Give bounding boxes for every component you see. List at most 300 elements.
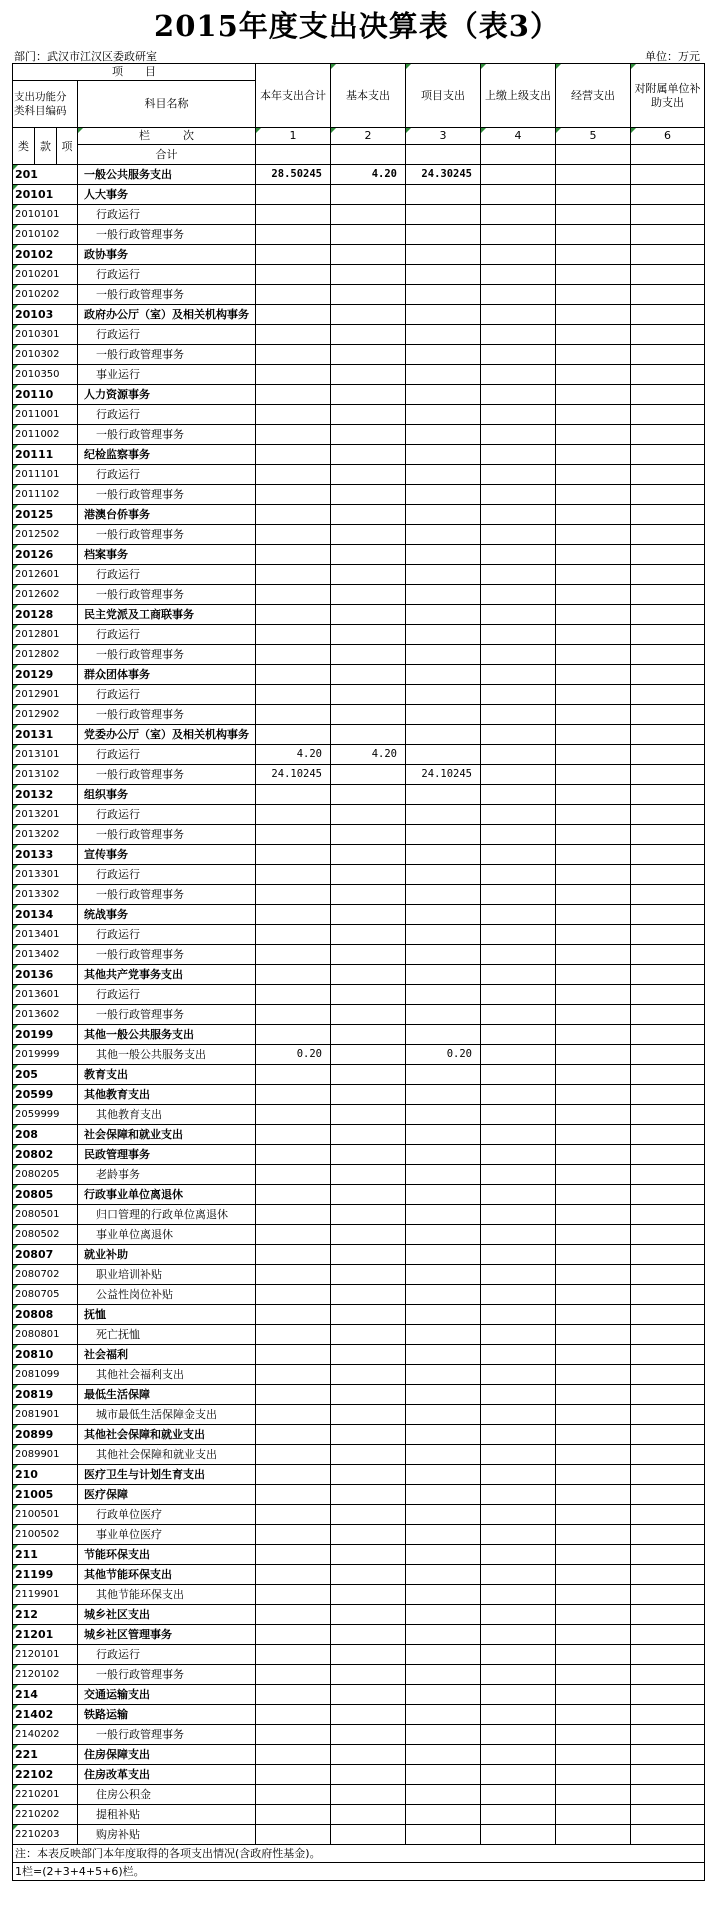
row-value-v6 xyxy=(631,1725,705,1745)
row-value-v5 xyxy=(556,325,631,345)
row-value-v3 xyxy=(406,1165,481,1185)
row-value-v6 xyxy=(631,1345,705,1365)
row-code: 20101 xyxy=(13,185,78,205)
row-value-v2 xyxy=(331,1045,406,1065)
xiang-header: 项 xyxy=(57,128,78,165)
table-row xyxy=(13,185,705,205)
row-value-v1 xyxy=(256,1505,331,1525)
row-name: 最低生活保障 xyxy=(78,1385,256,1405)
row-value-v2 xyxy=(331,265,406,285)
row-code: 20899 xyxy=(13,1425,78,1445)
row-value-v6 xyxy=(631,1085,705,1105)
row-value-v3 xyxy=(406,1185,481,1205)
row-value-v2 xyxy=(331,1265,406,1285)
row-name: 群众团体事务 xyxy=(78,665,256,685)
row-value-v6 xyxy=(631,1105,705,1125)
row-value-v4 xyxy=(481,205,556,225)
row-code: 20125 xyxy=(13,505,78,525)
table-row xyxy=(13,1545,705,1565)
row-value-v4 xyxy=(481,1785,556,1805)
lei-header: 类 xyxy=(13,128,35,165)
row-value-v3 xyxy=(406,1505,481,1525)
row-code: 20808 xyxy=(13,1305,78,1325)
table-row xyxy=(13,1265,705,1285)
col-basic-header: 基本支出 xyxy=(331,64,406,128)
row-value-v3 xyxy=(406,905,481,925)
row-code: 2059999 xyxy=(13,1105,78,1125)
row-value-v1 xyxy=(256,825,331,845)
row-value-v4 xyxy=(481,745,556,765)
table-row xyxy=(13,885,705,905)
row-name: 行政运行 xyxy=(78,865,256,885)
row-code: 2080801 xyxy=(13,1325,78,1345)
row-value-v3 xyxy=(406,1345,481,1365)
row-value-v3 xyxy=(406,1265,481,1285)
row-value-v2 xyxy=(331,345,406,365)
row-name: 公益性岗位补贴 xyxy=(78,1285,256,1305)
row-value-v5 xyxy=(556,1605,631,1625)
row-value-v2 xyxy=(331,545,406,565)
table-row xyxy=(13,1205,705,1225)
row-code: 2080502 xyxy=(13,1225,78,1245)
row-code: 2012801 xyxy=(13,625,78,645)
table-row xyxy=(13,1225,705,1245)
row-code: 20136 xyxy=(13,965,78,985)
row-value-v5 xyxy=(556,1205,631,1225)
row-value-v5 xyxy=(556,345,631,365)
row-code: 2012901 xyxy=(13,685,78,705)
total-cell xyxy=(631,145,705,165)
row-name: 行政事业单位离退休 xyxy=(78,1185,256,1205)
row-name: 其他教育支出 xyxy=(78,1105,256,1125)
row-value-v6 xyxy=(631,245,705,265)
row-value-v3 xyxy=(406,565,481,585)
table-row xyxy=(13,625,705,645)
row-value-v3 xyxy=(406,585,481,605)
note-row xyxy=(13,1863,705,1881)
row-name: 医疗卫生与计划生育支出 xyxy=(78,1465,256,1485)
row-value-v1 xyxy=(256,985,331,1005)
row-name: 其他一般公共服务支出 xyxy=(78,1025,256,1045)
table-row xyxy=(13,645,705,665)
row-value-v2 xyxy=(331,245,406,265)
row-name: 党委办公厅（室）及相关机构事务 xyxy=(78,725,256,745)
row-name: 行政运行 xyxy=(78,685,256,705)
row-value-v6 xyxy=(631,1785,705,1805)
table-row xyxy=(13,825,705,845)
page-title: 2015年度支出决算表（表3） xyxy=(154,9,560,43)
col-upper-header: 上缴上级支出 xyxy=(481,64,556,128)
row-value-v6 xyxy=(631,1325,705,1345)
row-value-v6 xyxy=(631,1025,705,1045)
table-row xyxy=(13,665,705,685)
row-value-v5 xyxy=(556,465,631,485)
row-name: 民政管理事务 xyxy=(78,1145,256,1165)
row-value-v1 xyxy=(256,1285,331,1305)
row-value-v2 xyxy=(331,1525,406,1545)
row-value-v5 xyxy=(556,1465,631,1485)
table-row xyxy=(13,1745,705,1765)
table-row xyxy=(13,165,705,185)
row-value-v2 xyxy=(331,805,406,825)
row-value-v3 xyxy=(406,825,481,845)
row-value-v6 xyxy=(631,765,705,785)
row-value-v4 xyxy=(481,605,556,625)
row-value-v6 xyxy=(631,1705,705,1725)
row-name: 一般行政管理事务 xyxy=(78,945,256,965)
row-value-v3 xyxy=(406,1465,481,1485)
row-value-v3 xyxy=(406,405,481,425)
row-name: 事业单位离退休 xyxy=(78,1225,256,1245)
row-value-v2 xyxy=(331,1245,406,1265)
row-value-v2 xyxy=(331,1765,406,1785)
table-row xyxy=(13,1565,705,1585)
row-value-v1 xyxy=(256,685,331,705)
row-value-v4 xyxy=(481,1645,556,1665)
total-cell xyxy=(556,145,631,165)
row-value-v6 xyxy=(631,1205,705,1225)
row-value-v3 xyxy=(406,1325,481,1345)
row-value-v5 xyxy=(556,845,631,865)
row-value-v4 xyxy=(481,705,556,725)
row-code: 2010202 xyxy=(13,285,78,305)
row-value-v6 xyxy=(631,1145,705,1165)
row-value-v2 xyxy=(331,1485,406,1505)
row-value-v4 xyxy=(481,505,556,525)
row-name: 其他教育支出 xyxy=(78,1085,256,1105)
row-code: 20134 xyxy=(13,905,78,925)
row-code: 2081901 xyxy=(13,1405,78,1425)
row-code: 2081099 xyxy=(13,1365,78,1385)
row-value-v5 xyxy=(556,1445,631,1465)
row-value-v4 xyxy=(481,1605,556,1625)
row-value-v6 xyxy=(631,1505,705,1525)
row-code: 2013201 xyxy=(13,805,78,825)
row-value-v6 xyxy=(631,1385,705,1405)
row-value-v2 xyxy=(331,905,406,925)
row-value-v4 xyxy=(481,385,556,405)
row-value-v2 xyxy=(331,585,406,605)
row-value-v5 xyxy=(556,1565,631,1585)
table-row xyxy=(13,605,705,625)
row-value-v3 xyxy=(406,465,481,485)
row-value-v1 xyxy=(256,805,331,825)
row-name: 节能环保支出 xyxy=(78,1545,256,1565)
row-code: 2010101 xyxy=(13,205,78,225)
row-value-v1 xyxy=(256,1145,331,1165)
row-value-v5 xyxy=(556,565,631,585)
row-value-v4 xyxy=(481,945,556,965)
table-row xyxy=(13,1185,705,1205)
row-value-v6 xyxy=(631,1825,705,1845)
row-value-v2 xyxy=(331,1405,406,1425)
row-value-v5 xyxy=(556,385,631,405)
row-value-v4 xyxy=(481,1685,556,1705)
row-name: 行政运行 xyxy=(78,745,256,765)
row-name: 就业补助 xyxy=(78,1245,256,1265)
row-value-v6 xyxy=(631,425,705,445)
row-value-v2 xyxy=(331,1205,406,1225)
row-code: 212 xyxy=(13,1605,78,1625)
row-name: 组织事务 xyxy=(78,785,256,805)
row-value-v6 xyxy=(631,1525,705,1545)
row-value-v6 xyxy=(631,1245,705,1265)
row-value-v4 xyxy=(481,1205,556,1225)
row-value-v3 xyxy=(406,245,481,265)
row-value-v5 xyxy=(556,1305,631,1325)
row-value-v1 xyxy=(256,285,331,305)
note-row xyxy=(13,1845,705,1863)
row-value-v4 xyxy=(481,1665,556,1685)
row-value-v4 xyxy=(481,725,556,745)
expenditure-table xyxy=(12,63,705,1881)
row-value-v3 xyxy=(406,1225,481,1245)
table-row xyxy=(13,705,705,725)
row-value-v1 xyxy=(256,205,331,225)
row-value-v6 xyxy=(631,1225,705,1245)
row-code: 2080205 xyxy=(13,1165,78,1185)
row-name: 其他节能环保支出 xyxy=(78,1565,256,1585)
row-value-v4 xyxy=(481,785,556,805)
row-value-v6 xyxy=(631,1565,705,1585)
row-value-v1 xyxy=(256,1525,331,1545)
table-row xyxy=(13,1125,705,1145)
row-value-v1 xyxy=(256,425,331,445)
row-value-v6 xyxy=(631,1445,705,1465)
row-name: 职业培训补贴 xyxy=(78,1265,256,1285)
row-value-v3 xyxy=(406,305,481,325)
row-value-v4 xyxy=(481,585,556,605)
row-code: 2010302 xyxy=(13,345,78,365)
row-value-v6 xyxy=(631,1545,705,1565)
row-value-v1 xyxy=(256,1685,331,1705)
row-name: 行政运行 xyxy=(78,205,256,225)
row-value-v5 xyxy=(556,1185,631,1205)
col-total-header: 本年支出合计 xyxy=(256,64,331,128)
row-value-v6 xyxy=(631,725,705,745)
row-code: 210 xyxy=(13,1465,78,1485)
row-value-v4 xyxy=(481,625,556,645)
row-value-v6 xyxy=(631,365,705,385)
row-value-v6 xyxy=(631,985,705,1005)
row-code: 2013402 xyxy=(13,945,78,965)
row-value-v3 xyxy=(406,385,481,405)
row-value-v4 xyxy=(481,1165,556,1185)
row-value-v3 xyxy=(406,1825,481,1845)
row-value-v5 xyxy=(556,1385,631,1405)
row-value-v2 xyxy=(331,665,406,685)
table-row xyxy=(13,1505,705,1525)
row-code: 2011101 xyxy=(13,465,78,485)
row-value-v1 xyxy=(256,1605,331,1625)
row-code: 20132 xyxy=(13,785,78,805)
row-value-v5 xyxy=(556,825,631,845)
row-value-v1: 24.10245 xyxy=(256,765,331,785)
row-name: 港澳台侨事务 xyxy=(78,505,256,525)
row-value-v4 xyxy=(481,1225,556,1245)
row-value-v1 xyxy=(256,1645,331,1665)
table-row xyxy=(13,545,705,565)
row-name: 一般行政管理事务 xyxy=(78,1665,256,1685)
row-value-v6 xyxy=(631,1605,705,1625)
row-code: 2010350 xyxy=(13,365,78,385)
row-value-v1 xyxy=(256,505,331,525)
table-row xyxy=(13,1585,705,1605)
row-value-v1 xyxy=(256,545,331,565)
col-operating-header: 经营支出 xyxy=(556,64,631,128)
row-name: 铁路运输 xyxy=(78,1705,256,1725)
row-value-v5 xyxy=(556,1505,631,1525)
row-code: 2010102 xyxy=(13,225,78,245)
row-value-v2 xyxy=(331,1025,406,1045)
row-name: 人大事务 xyxy=(78,185,256,205)
row-value-v5 xyxy=(556,1585,631,1605)
row-value-v2 xyxy=(331,1745,406,1765)
row-value-v3 xyxy=(406,1245,481,1265)
row-value-v6 xyxy=(631,225,705,245)
row-value-v2 xyxy=(331,865,406,885)
row-value-v6 xyxy=(631,705,705,725)
row-value-v2 xyxy=(331,1305,406,1325)
row-name: 一般行政管理事务 xyxy=(78,345,256,365)
row-value-v1 xyxy=(256,1585,331,1605)
row-code: 2013101 xyxy=(13,745,78,765)
row-value-v6 xyxy=(631,1065,705,1085)
row-name: 行政运行 xyxy=(78,925,256,945)
row-name: 一般行政管理事务 xyxy=(78,765,256,785)
row-value-v5 xyxy=(556,1105,631,1125)
row-value-v3 xyxy=(406,325,481,345)
table-row xyxy=(13,1785,705,1805)
row-value-v3 xyxy=(406,1145,481,1165)
row-value-v1 xyxy=(256,565,331,585)
header-row-columns xyxy=(13,128,705,145)
table-row xyxy=(13,1085,705,1105)
row-value-v3 xyxy=(406,485,481,505)
row-value-v5 xyxy=(556,1265,631,1285)
kuan-header: 款 xyxy=(35,128,57,165)
row-value-v6 xyxy=(631,625,705,645)
row-value-v3 xyxy=(406,345,481,365)
row-name: 一般行政管理事务 xyxy=(78,705,256,725)
row-value-v5 xyxy=(556,1045,631,1065)
row-value-v2 xyxy=(331,465,406,485)
row-value-v3 xyxy=(406,665,481,685)
row-value-v1 xyxy=(256,1725,331,1745)
row-name: 社会保障和就业支出 xyxy=(78,1125,256,1145)
row-code: 2010301 xyxy=(13,325,78,345)
table-row xyxy=(13,1065,705,1085)
row-code: 22102 xyxy=(13,1765,78,1785)
table-row xyxy=(13,345,705,365)
row-value-v6 xyxy=(631,1265,705,1285)
row-value-v4 xyxy=(481,1525,556,1545)
row-value-v1 xyxy=(256,1085,331,1105)
col-project-header: 项目支出 xyxy=(406,64,481,128)
row-value-v4 xyxy=(481,645,556,665)
row-name: 一般行政管理事务 xyxy=(78,585,256,605)
table-row xyxy=(13,1485,705,1505)
row-value-v4 xyxy=(481,405,556,425)
row-value-v4 xyxy=(481,985,556,1005)
row-value-v3 xyxy=(406,1685,481,1705)
table-row xyxy=(13,1365,705,1385)
row-name: 购房补贴 xyxy=(78,1825,256,1845)
row-code: 201 xyxy=(13,165,78,185)
row-code: 2210202 xyxy=(13,1805,78,1825)
row-value-v3 xyxy=(406,1705,481,1725)
row-code: 20819 xyxy=(13,1385,78,1405)
row-value-v5 xyxy=(556,885,631,905)
col-num-1: 1 xyxy=(256,128,331,145)
row-code: 214 xyxy=(13,1685,78,1705)
row-value-v3 xyxy=(406,1565,481,1585)
row-value-v3 xyxy=(406,1585,481,1605)
col-num-3: 3 xyxy=(406,128,481,145)
row-value-v2 xyxy=(331,1385,406,1405)
table-row xyxy=(13,265,705,285)
table-row xyxy=(13,1405,705,1425)
row-value-v3 xyxy=(406,925,481,945)
row-name: 行政运行 xyxy=(78,805,256,825)
row-value-v4 xyxy=(481,1325,556,1345)
row-value-v2 xyxy=(331,1685,406,1705)
row-name: 一般行政管理事务 xyxy=(78,1005,256,1025)
row-value-v5 xyxy=(556,1245,631,1265)
row-value-v3 xyxy=(406,805,481,825)
row-value-v2 xyxy=(331,1285,406,1305)
row-value-v1: 28.50245 xyxy=(256,165,331,185)
row-value-v5 xyxy=(556,1525,631,1545)
row-value-v1 xyxy=(256,1705,331,1725)
row-value-v4 xyxy=(481,1245,556,1265)
table-row xyxy=(13,285,705,305)
table-row xyxy=(13,1305,705,1325)
table-row xyxy=(13,1525,705,1545)
row-value-v4 xyxy=(481,825,556,845)
row-name: 一般行政管理事务 xyxy=(78,425,256,445)
row-value-v3 xyxy=(406,1545,481,1565)
row-value-v5 xyxy=(556,1685,631,1705)
table-row xyxy=(13,1005,705,1025)
row-name: 教育支出 xyxy=(78,1065,256,1085)
row-code: 20102 xyxy=(13,245,78,265)
row-code: 205 xyxy=(13,1065,78,1085)
row-name: 行政运行 xyxy=(78,1645,256,1665)
row-value-v3 xyxy=(406,525,481,545)
row-value-v6 xyxy=(631,1185,705,1205)
row-code: 20110 xyxy=(13,385,78,405)
code-header: 支出功能分类科目编码 xyxy=(13,81,78,128)
row-value-v6 xyxy=(631,1285,705,1305)
row-value-v2 xyxy=(331,925,406,945)
row-name: 一般行政管理事务 xyxy=(78,825,256,845)
note-text: 1栏=(2+3+4+5+6)栏。 xyxy=(13,1863,705,1881)
row-value-v2 xyxy=(331,185,406,205)
row-value-v4 xyxy=(481,1305,556,1325)
row-value-v2 xyxy=(331,445,406,465)
row-value-v2 xyxy=(331,1825,406,1845)
table-row xyxy=(13,845,705,865)
row-value-v3 xyxy=(406,225,481,245)
row-value-v6 xyxy=(631,565,705,585)
row-value-v4 xyxy=(481,925,556,945)
row-value-v5 xyxy=(556,1325,631,1345)
row-value-v3: 24.30245 xyxy=(406,165,481,185)
row-value-v5 xyxy=(556,945,631,965)
row-value-v4 xyxy=(481,185,556,205)
row-value-v3 xyxy=(406,645,481,665)
